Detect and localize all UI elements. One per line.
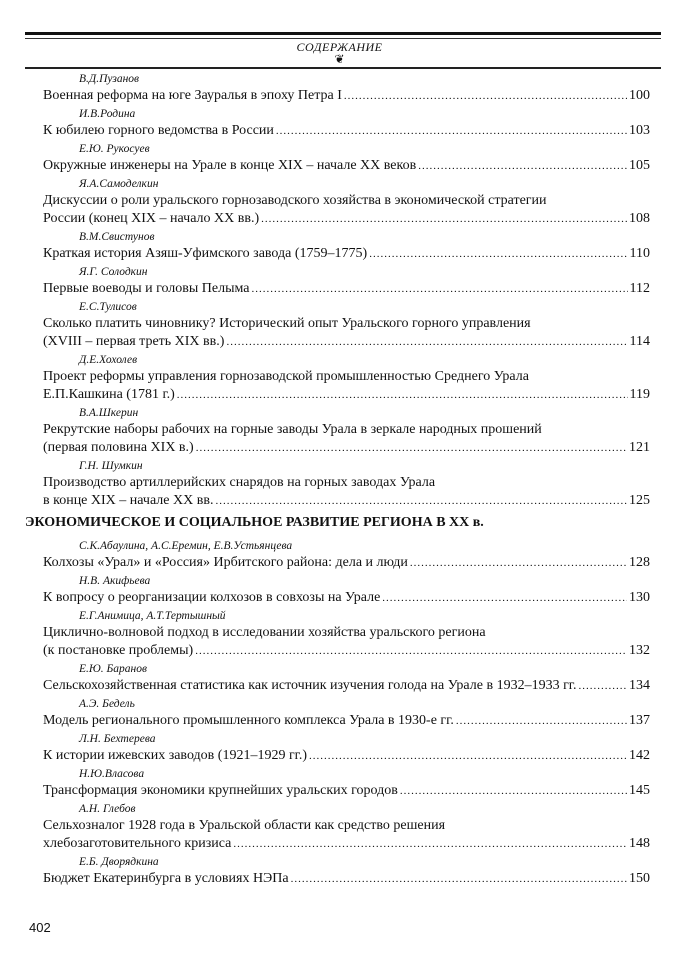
toc-entry-title-final-line xyxy=(43,210,650,228)
toc-entry-author: Е.Б. Дворядкина xyxy=(79,856,159,868)
dot-leader xyxy=(291,870,627,888)
toc-entry-title-line: Циклично-волновой подход в исследовании хозяйства уральского региона xyxy=(43,625,486,640)
toc-entry-page-number: 110 xyxy=(629,246,650,261)
toc-entry-title-line: Рекрутские наборы рабочих на горные заводы Урала в зеркале народных прошений xyxy=(43,422,542,437)
toc-entry-title-final-line xyxy=(43,157,650,175)
toc-entry-author: С.К.Абаулина, А.С.Еремин, Е.В.Устьянцева xyxy=(79,540,293,552)
toc-entry-title-line: Проект реформы управления горнозаводской промышленностью Среднего Урала xyxy=(43,369,529,384)
toc-entry-title-final-line xyxy=(43,280,650,298)
dot-leader xyxy=(456,712,627,730)
toc-entry-author: В.Д.Пузанов xyxy=(79,73,140,85)
toc-entry-author: А.Н. Глебов xyxy=(79,803,136,815)
toc-entry[interactable] xyxy=(43,105,650,140)
toc-entry-author: Е.С.Тулисов xyxy=(79,301,137,313)
toc-entry-author: Н.Ю.Власова xyxy=(79,768,145,780)
toc-entry-page-number: 121 xyxy=(629,440,650,455)
dot-leader xyxy=(410,554,627,572)
toc-entry[interactable] xyxy=(43,853,650,888)
toc-entry[interactable] xyxy=(43,298,650,351)
toc-entry-page-number: 114 xyxy=(629,334,650,349)
toc-entry[interactable] xyxy=(43,537,650,572)
toc-entry-author: Я.А.Самоделкин xyxy=(79,178,159,190)
dot-leader xyxy=(578,677,627,695)
toc-entry-author: А.Э. Бедель xyxy=(79,698,135,710)
toc-entry-page-number: 134 xyxy=(629,678,650,693)
toc-entry-title-final-line xyxy=(43,122,650,140)
section-heading: ЭКОНОМИЧЕСКОЕ И СОЦИАЛЬНОЕ РАЗВИТИЕ РЕГИОНА В XX в. xyxy=(25,515,484,530)
toc-entry-page-number: 148 xyxy=(629,836,650,851)
toc-entry-title-final-line xyxy=(43,677,650,695)
dot-leader xyxy=(261,210,627,228)
toc-entry-title-final-line xyxy=(43,712,650,730)
toc-entry[interactable] xyxy=(43,351,650,404)
toc-entry[interactable] xyxy=(43,70,650,105)
toc-entry-title-line: Сельхозналог 1928 года в Уральской области как средство решения xyxy=(43,818,446,833)
toc-entry-page-number: 100 xyxy=(629,88,650,103)
dot-leader xyxy=(418,157,627,175)
toc-entry[interactable] xyxy=(43,695,650,730)
toc-entry-page-number: 108 xyxy=(629,211,650,226)
running-header-title: СОДЕРЖАНИЕ xyxy=(296,40,383,54)
toc-entry-title: К истории ижевских заводов (1921–1929 гг.) xyxy=(43,748,308,763)
toc-entry-author: В.М.Свистунов xyxy=(79,231,155,243)
toc-entry-title: Бюджет Екатеринбурга в условиях НЭПа xyxy=(43,871,289,886)
toc-entry-page-number: 105 xyxy=(629,158,650,173)
toc-entry-title: Модель регионального промышленного комплекса Урала в 1930-е гг. xyxy=(43,713,454,728)
toc-entry[interactable] xyxy=(43,765,650,800)
toc-entry-title: Окружные инженеры на Урале в конце XIX – начале XX веков xyxy=(43,158,417,173)
dot-leader xyxy=(233,835,627,853)
toc-entry[interactable] xyxy=(43,140,650,175)
toc-entry-title: Е.П.Кашкина (1781 г.) xyxy=(43,387,175,402)
toc-entry-page-number: 112 xyxy=(629,281,650,296)
toc-entry-page-number: 103 xyxy=(629,123,650,138)
toc-list-part1 xyxy=(43,70,650,510)
dot-leader xyxy=(177,386,628,404)
toc-entry-page-number: 125 xyxy=(629,493,650,508)
toc-entry[interactable] xyxy=(43,404,650,457)
toc-entry-title-final-line xyxy=(43,245,650,263)
dot-leader xyxy=(369,245,627,263)
toc-entry-title-final-line xyxy=(43,870,650,888)
toc-entry-page-number: 142 xyxy=(629,748,650,763)
toc-entry-author: Е.Ю. Баранов xyxy=(79,663,148,675)
header-rule-top xyxy=(25,32,661,35)
dot-leader xyxy=(309,747,627,765)
toc-entry-title: К вопросу о реорганизации колхозов в совхозы на Урале xyxy=(43,590,381,605)
toc-entry-page-number: 128 xyxy=(629,555,650,570)
dot-leader xyxy=(226,333,627,351)
toc-entry-author: Е.Ю. Рукосуев xyxy=(79,143,150,155)
toc-entry-title: (XVIII – первая треть XIX вв.) xyxy=(43,334,225,349)
header-rule-thin xyxy=(25,38,661,39)
dot-leader xyxy=(276,122,627,140)
dot-leader xyxy=(196,439,627,457)
toc-entry[interactable] xyxy=(43,800,650,853)
toc-entry-title-final-line xyxy=(43,492,650,510)
toc-entry-title: (к постановке проблемы) xyxy=(43,643,194,658)
toc-entry[interactable] xyxy=(43,572,650,607)
header-rule-bottom xyxy=(25,67,661,69)
dot-leader xyxy=(252,280,628,298)
toc-entry-title-final-line xyxy=(43,439,650,457)
toc-entry-author: И.В.Родина xyxy=(79,108,136,120)
toc-entry-title: Сельскохозяйственная статистика как источник изучения голода на Урале в 1932–1933 гг. xyxy=(43,678,577,693)
toc-entry[interactable] xyxy=(43,607,650,660)
toc-entry[interactable] xyxy=(43,228,650,263)
fleuron-ornament-icon: ❦ xyxy=(334,52,345,66)
toc-entry[interactable] xyxy=(43,730,650,765)
toc-entry-title: Трансформация экономики крупнейших уральских городов xyxy=(43,783,398,798)
toc-entry-page-number: 132 xyxy=(629,643,650,658)
dot-leader xyxy=(400,782,627,800)
dot-leader xyxy=(215,492,627,510)
toc-entry-author: Н.В. Акифьева xyxy=(79,575,151,587)
toc-entry-title-final-line xyxy=(43,835,650,853)
dot-leader xyxy=(382,589,627,607)
toc-entry[interactable] xyxy=(43,175,650,228)
toc-entry-title: (первая половина XIX в.) xyxy=(43,440,194,455)
toc-entry-author: Л.Н. Бехтерева xyxy=(79,733,156,745)
toc-entry-page-number: 137 xyxy=(629,713,650,728)
toc-entry-title: в конце XIX – начале XX вв. xyxy=(43,493,214,508)
toc-entry-page-number: 119 xyxy=(629,387,650,402)
toc-entry-author: Д.Е.Хохолев xyxy=(79,354,138,366)
toc-entry-page-number: 145 xyxy=(629,783,650,798)
toc-entry-title: К юбилею горного ведомства в России xyxy=(43,123,274,138)
toc-entry-title: России (конец XIX – начало XX вв.) xyxy=(43,211,260,226)
toc-entry-title-final-line xyxy=(43,747,650,765)
toc-entry[interactable] xyxy=(43,263,650,298)
toc-entry-title-final-line xyxy=(43,333,650,351)
toc-entry-page-number: 150 xyxy=(629,871,650,886)
toc-entry-title-line: Сколько платить чиновнику? Исторический опыт Уральского горного управления xyxy=(43,316,531,331)
dot-leader xyxy=(344,87,627,105)
toc-entry-title-final-line xyxy=(43,589,650,607)
toc-entry-page-number: 130 xyxy=(629,590,650,605)
toc-entry-author: Я.Г. Солодкин xyxy=(79,266,148,278)
toc-entry-title: Краткая история Азяш-Уфимского завода (1759–1775) xyxy=(43,246,368,261)
page-number: 402 xyxy=(29,920,51,935)
toc-entry-title: Военная реформа на юге Зауралья в эпоху Петра I xyxy=(43,88,342,103)
toc-entry-title: Колхозы «Урал» и «Россия» Ирбитского района: дела и люди xyxy=(43,555,408,570)
toc-entry-title-final-line xyxy=(43,386,650,404)
toc-entry-title-final-line xyxy=(43,87,650,105)
toc-entry-title: Первые воеводы и головы Пелыма xyxy=(43,281,250,296)
toc-entry[interactable] xyxy=(43,457,650,510)
toc-entry-title-final-line xyxy=(43,642,650,660)
toc-entry-title-line: Дискуссии о роли уральского горнозаводского хозяйства в экономической стратегии xyxy=(43,193,547,208)
toc-entry-author: Г.Н. Шумкин xyxy=(79,460,143,472)
toc-list-part2 xyxy=(43,537,650,888)
toc-entry-title: хлебозаготовительного кризиса xyxy=(43,836,232,851)
dot-leader xyxy=(195,642,627,660)
toc-entry-author: В.А.Шкерин xyxy=(79,407,139,419)
toc-entry-title-final-line xyxy=(43,554,650,572)
toc-entry-author: Е.Г.Анимица, А.Т.Тертышный xyxy=(79,610,226,622)
toc-entry-title-line: Производство артиллерийских снарядов на горных заводах Урала xyxy=(43,475,436,490)
toc-entry[interactable] xyxy=(43,660,650,695)
toc-entry-title-final-line xyxy=(43,782,650,800)
